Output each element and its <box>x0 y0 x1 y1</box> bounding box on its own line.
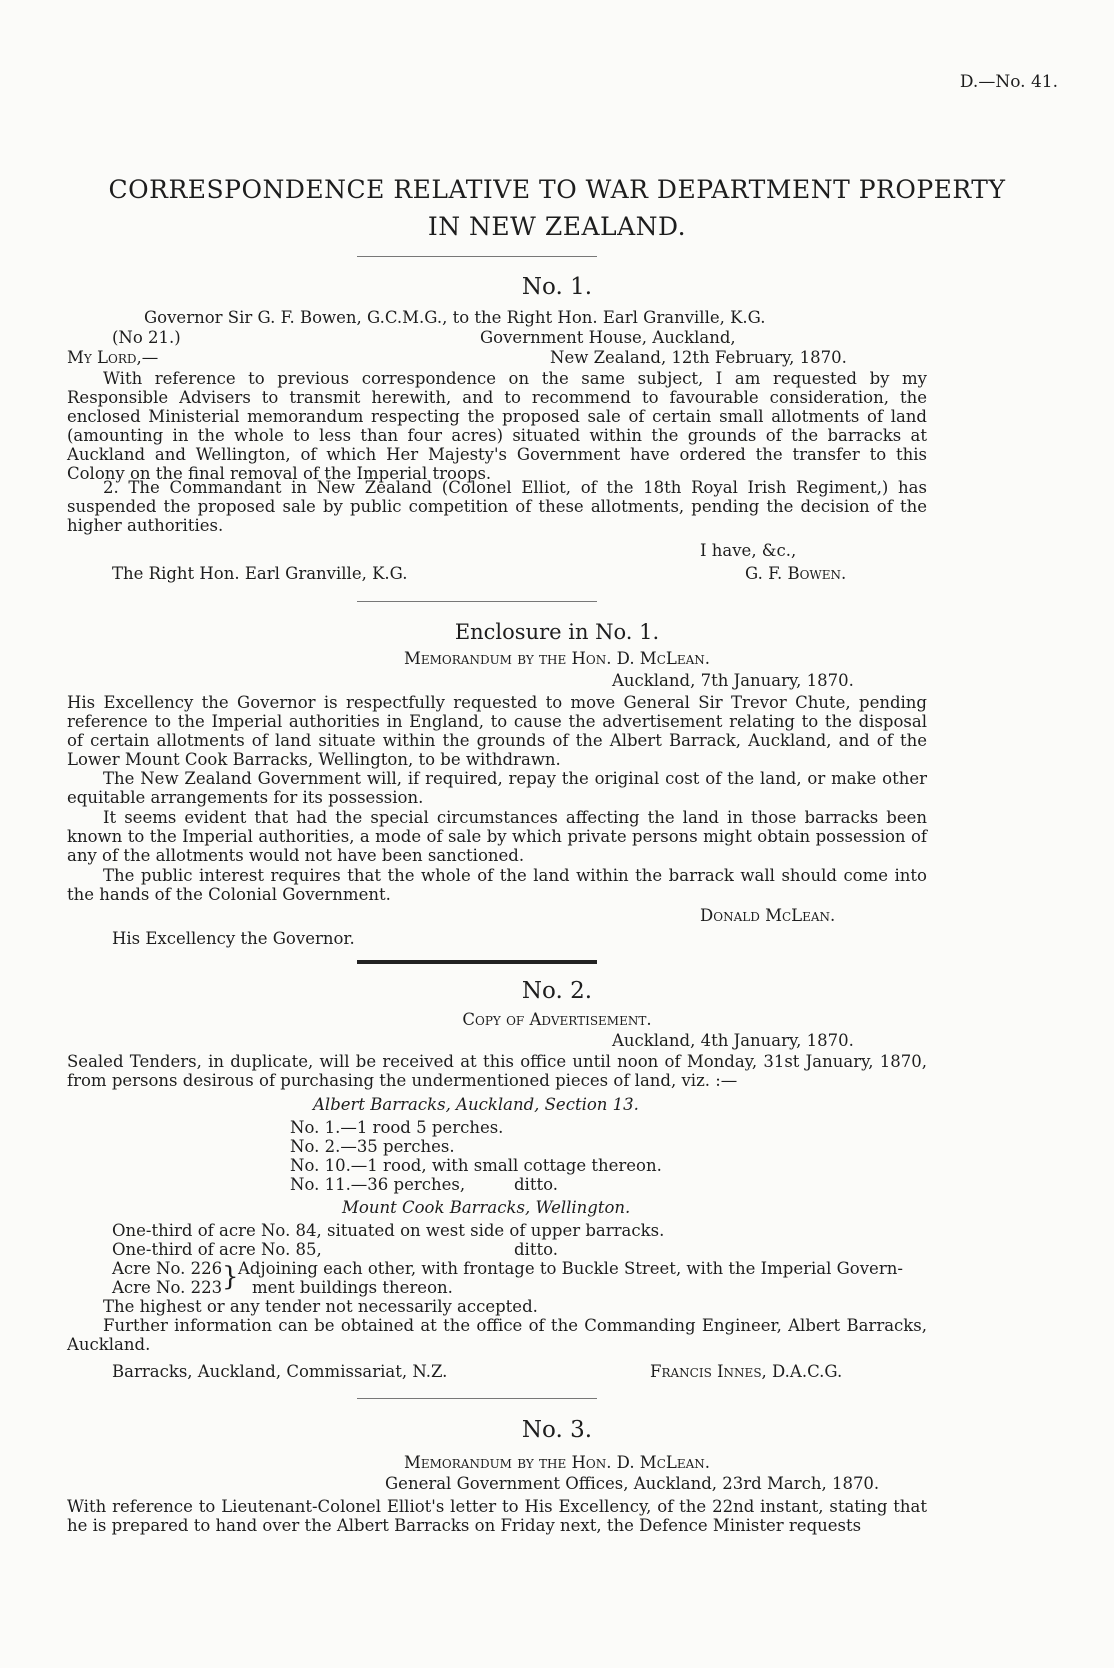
albert-item-2: No. 2.—35 perches. <box>290 1137 455 1156</box>
enclosure1-subheading: Memorandum by the Hon. D. McLean. <box>403 649 711 668</box>
letter2-footer-right: Francis Innes, D.A.C.G. <box>650 1362 843 1381</box>
section-divider-2 <box>357 1398 597 1399</box>
heavy-divider-1 <box>357 960 597 964</box>
letter1-salutation: My Lord,— <box>67 348 159 367</box>
letter3-number: No. 3. <box>521 1417 593 1443</box>
letter1-signature: G. F. Bowen. <box>745 564 847 583</box>
albert-item-4-ditto: ditto. <box>514 1175 558 1194</box>
mount-cook-item-2-ditto: ditto. <box>514 1240 558 1259</box>
mount-cook-item-1: One-third of acre No. 84, situated on west side of upper barracks. <box>112 1221 665 1240</box>
section-divider-1 <box>357 601 597 602</box>
letter1-number: No. 1. <box>521 274 593 300</box>
mount-cook-item-2: One-third of acre No. 85, <box>112 1240 322 1259</box>
letter1-heading: Governor Sir G. F. Bowen, G.C.M.G., to the Right Hon. Earl Granville, K.G. <box>144 308 766 327</box>
letter1-paragraph-1: With reference to previous correspondence on the same subject, I am requested by my Responsible Advisers to transmit herewith, and to recommend to favourable consideration, the enclosed Ministerial memorandum respecting the proposed sale of certain small allotments of land (amounting in the whole to less than four acres) situated within the grounds of the barracks at Auckland and Wellington, of which Her Majesty's Government have ordered the transfer to this Colony on the final removal of the Imperial troops. <box>67 369 927 483</box>
acre-226: Acre No. 226 <box>112 1259 223 1278</box>
letter2-subheading: Copy of Advertisement. <box>462 1010 652 1029</box>
letter3-paragraph: With reference to Lieutenant-Colonel Elliot's letter to His Excellency, of the 22nd instant, stating that he is prepared to hand over the Albert Barracks on Friday next, the Defence Minister requests <box>67 1497 927 1535</box>
page-reference: D.—No. 41. <box>959 72 1058 92</box>
enclosure1-paragraph-1: His Excellency the Governor is respectfully requested to move General Sir Trevor Chute, pending reference to the Imperial authorities in England, to cause the advertisement relating to the disposal of certain allotments of land situate within the grounds of the Albert Barrack, Auckland, and of the Lower Mount Cook Barracks, Wellington, to be withdrawn. <box>67 693 927 769</box>
acre-adjoining-text-1: Adjoining each other, with frontage to Buckle Street, with the Imperial Govern- <box>238 1259 903 1278</box>
enclosure1-date: Auckland, 7th January, 1870. <box>612 671 854 690</box>
letter1-date: New Zealand, 12th February, 1870. <box>550 348 847 367</box>
letter2-intro: Sealed Tenders, in duplicate, will be received at this office until noon of Monday, 31st January, 1870, from persons desirous of purchasing the undermentioned pieces of land, viz. :— <box>67 1052 927 1090</box>
letter1-closing: I have, &c., <box>700 541 797 560</box>
acre-adjoining-text-2: ment buildings thereon. <box>252 1278 453 1297</box>
letter3-subheading: Memorandum by the Hon. D. McLean. <box>403 1453 711 1472</box>
mount-cook-heading: Mount Cook Barracks, Wellington. <box>342 1198 631 1217</box>
albert-item-4: No. 11.—36 perches, <box>290 1175 466 1194</box>
enclosure1-addressee: His Excellency the Governor. <box>112 929 355 948</box>
albert-barracks-heading: Albert Barracks, Auckland, Section 13. <box>313 1095 639 1114</box>
document-title-line1: CORRESPONDENCE RELATIVE TO WAR DEPARTMENT PROPERTY <box>108 175 1006 204</box>
letter1-place: Government House, Auckland, <box>480 328 736 347</box>
acre-brace: } <box>222 1262 239 1292</box>
enclosure1-paragraph-2: The New Zealand Government will, if required, repay the original cost of the land, or make other equitable arrangements for its possession. <box>67 769 927 807</box>
letter1-ref: (No 21.) <box>112 328 181 347</box>
letter2-note-2: Further information can be obtained at the office of the Commanding Engineer, Albert Barracks, Auckland. <box>67 1316 927 1354</box>
letter3-date: General Government Offices, Auckland, 23rd March, 1870. <box>385 1474 880 1493</box>
letter2-note-1: The highest or any tender not necessarily accepted. <box>103 1297 538 1316</box>
enclosure1-paragraph-4: The public interest requires that the whole of the land within the barrack wall should come into the hands of the Colonial Government. <box>67 866 927 904</box>
document-title-line2: IN NEW ZEALAND. <box>427 212 687 241</box>
title-divider <box>357 256 597 257</box>
acre-223: Acre No. 223 <box>112 1278 223 1297</box>
enclosure1-heading: Enclosure in No. 1. <box>454 620 660 644</box>
enclosure1-paragraph-3: It seems evident that had the special circumstances affecting the land in those barracks been known to the Imperial authorities, a mode of sale by which private persons might obtain possession of any of the allotments would not have been sanctioned. <box>67 808 927 865</box>
enclosure1-signature: Donald McLean. <box>700 906 836 925</box>
albert-item-1: No. 1.—1 rood 5 perches. <box>290 1118 504 1137</box>
letter2-date: Auckland, 4th January, 1870. <box>612 1031 854 1050</box>
letter1-addressee: The Right Hon. Earl Granville, K.G. <box>112 564 408 583</box>
albert-item-3: No. 10.—1 rood, with small cottage thereon. <box>290 1156 662 1175</box>
letter2-number: No. 2. <box>521 978 593 1004</box>
letter2-footer-left: Barracks, Auckland, Commissariat, N.Z. <box>112 1362 448 1381</box>
letter1-paragraph-2: 2. The Commandant in New Zealand (Colonel Elliot, of the 18th Royal Irish Regiment,) has suspended the proposed sale by public competition of these allotments, pending the decision of the higher authorities. <box>67 478 927 535</box>
